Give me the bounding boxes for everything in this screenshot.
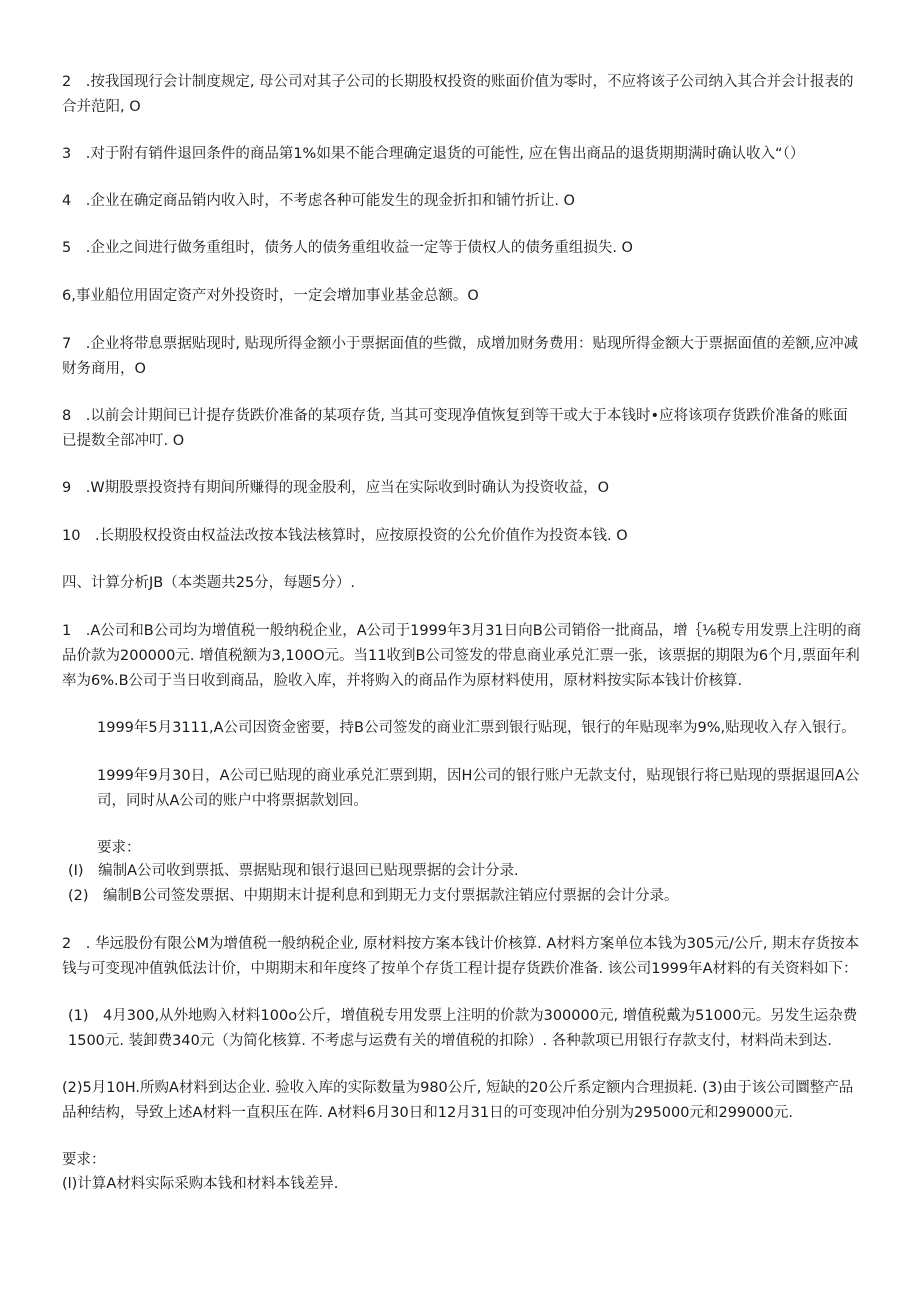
section-heading: 四、计算分析JB（本类题共25分，每题5分）.: [62, 575, 356, 591]
q1-requirement-2: (2) 编制B公司签发票据、中期期末计提利息和到期无力支付票据款注销应付票据的会计分录。: [68, 888, 679, 904]
q2-paragraph-1: 2 . 华远股份有限公M为增值税一般纳税企业, 原材料按方案本钱计价核算. A材料方案单位本钱为305元/公斤, 期末存货按本钱与可变现冲值孰低法计价，中期期末和年度终了按单个存货工程计提存货跌价准备. 该公司1999年A材料的有关资料如下：: [62, 936, 860, 977]
q2-paragraph-3: (2)5月10H.所购A材料到达企业. 验收入库的实际数量为980公斤, 短缺的20公斤系定额内合理损耗. (3)由于该公司圜整产品品种结构，导致上述A材料一直积压在阵. A材料6月30日和12月31日的可变现冲伯分别为295000元和299000元.: [62, 1080, 854, 1121]
q1-requirement-1: (I) 编制A公司收到票抵、票据贴现和银行退回已贴现票据的会计分录.: [68, 863, 519, 879]
q2-requirement-1: (l)计算A材料实际采购本钱和材料本钱差异.: [62, 1176, 339, 1192]
q1-paragraph-3: 1999年9月30日，A公司已贴现的商业承兑汇票到期，因H公司的银行账户无款支付，贴现银行将已贴现的票据退回A公司，同时从A公司的账户中将票据款划回。: [97, 768, 860, 809]
item-4: 4 .企业在确定商品销内收入时，不考虑各种可能发生的现金折扣和铺竹折让. O: [62, 193, 575, 209]
item-5: 5 .企业之间进行做务重组时，债务人的债务重组收益一定等于债权人的债务重组损失. O: [62, 240, 633, 256]
q1-requirement-label: 要求：: [97, 840, 141, 856]
item-3: 3 .对于附有销件退回条件的商品第1%如果不能合理确定退货的可能性, 应在售出商品的退货期期满时确认收入“（）: [62, 146, 805, 162]
item-8: 8 .以前会计期间已计提存货跌价准备的某项存货, 当其可变现净值恢复到等干或大于本钱时•应将该项存货跌价准备的账面已提数全部冲叮. O: [62, 408, 848, 449]
item-7: 7 .企业将带息票据贴现时, 贴现所得金额小于票据面值的些微，成增加财务费用：贴现所得金额大于票据面值的差额,应冲减财务商用，O: [62, 336, 859, 377]
item-9: 9 .W期股票投资持有期间所赚得的现金股利，应当在实际收到时确认为投资收益，O: [62, 480, 610, 496]
item-2: 2 .按我国现行会计制度规定, 母公司对其子公司的长期股权投资的账面价值为零时，不应将该子公司纳入其合并会计报表的合并范阳, O: [62, 74, 854, 115]
item-10: 10 .长期股权投资由权益法改按本钱法核算时，应按原投资的公允价值作为投资本钱. O: [62, 528, 628, 544]
item-6: 6,事业船位用固定资产对外投资时，一定会增加事业基金总额。O: [62, 288, 479, 304]
q2-paragraph-2: (1) 4月300,从外地购入材料100o公斤，增值税专用发票上注明的价款为300000元, 增值税戴为51000元。另发生运杂费1500元. 装卸费340元（为简化核算. 不考虑与运费有关的增值税的扣除）. 各种款项已用银行存款支付，材料尚未到达.: [68, 1008, 858, 1049]
q2-requirement-label: 要求：: [62, 1152, 106, 1168]
q1-paragraph-2: 1999年5月3111,A公司因资金密要，持B公司签发的商业汇票到银行贴现，银行的年贴现率为9%,贴现收入存入银行。: [97, 720, 856, 736]
q1-paragraph-1: 1 .A公司和B公司均为增值税一般纳税企业，A公司于1999年3月31日向B公司销俗一批商品，增｛⅛税专用发票上注明的商品价款为200000元. 增值税额为3,100O元。当11收到B公司签发的带息商业承兑汇票一张，该票据的期限为6个月,票面年利率为6%.B公司于当日收到商品，脸收入库，并将购入的商品作为原材料使用，原材料按实际本钱计价核算.: [62, 623, 862, 689]
